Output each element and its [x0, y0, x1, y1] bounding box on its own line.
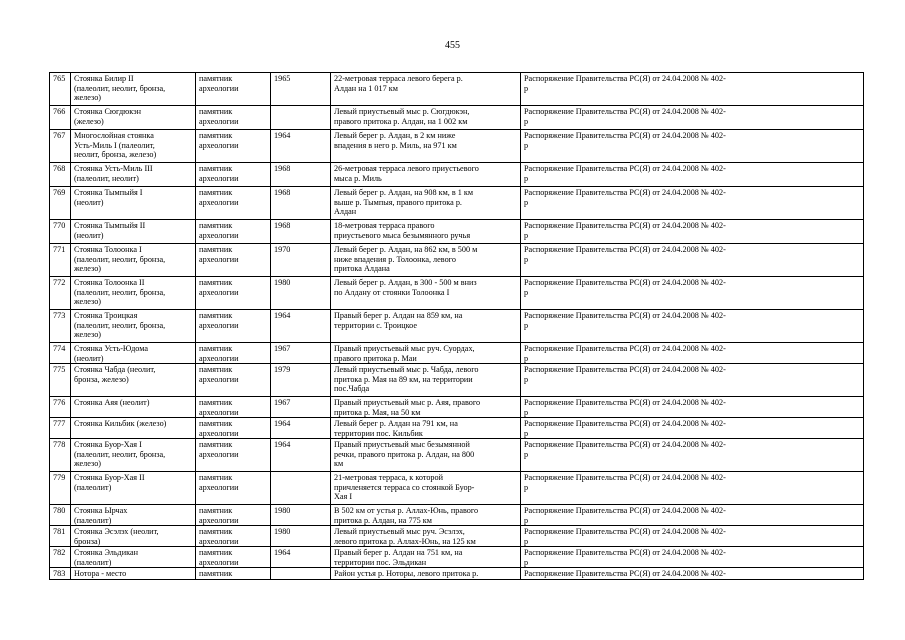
cell-num: 774: [50, 343, 71, 364]
cell-document: Распоряжение Правительства РС(Я) от 24.04.2008 № 402- р: [521, 397, 864, 418]
cell-year: [271, 106, 331, 130]
cell-year: 1980: [271, 526, 331, 547]
cell-document: Распоряжение Правительства РС(Я) от 24.04.2008 № 402- р: [521, 526, 864, 547]
cell-year: 1980: [271, 505, 331, 526]
cell-location: Левый берег р. Алдан, на 862 км, в 500 м ниже впадения р. Толоонка, левого притока Алдана: [331, 244, 521, 277]
cell-name: Стоянка Буор-Хая I (палеолит, неолит, бронза, железо): [71, 439, 196, 472]
cell-document: Распоряжение Правительства РС(Я) от 24.04.2008 № 402- р: [521, 163, 864, 187]
cell-num: 779: [50, 472, 71, 505]
cell-type: памятник археологии: [196, 439, 271, 472]
cell-year: 1967: [271, 397, 331, 418]
cell-location: Правый приустьевый мыс безымянной речки, правого притока р. Алдан, на 800 км: [331, 439, 521, 472]
cell-name: Стоянка Тымпыйя I (неолит): [71, 187, 196, 220]
cell-location: Левый приустьевый мыс руч. Эсэлэх, левого притока р. Аллах-Юнь, на 125 км: [331, 526, 521, 547]
cell-location: Левый берег р. Алдан, в 300 - 500 м вниз по Алдану от стоянки Толоонка I: [331, 277, 521, 310]
cell-type: памятник археологии: [196, 526, 271, 547]
cell-year: 1964: [271, 130, 331, 163]
cell-document: Распоряжение Правительства РС(Я) от 24.04.2008 № 402- р: [521, 343, 864, 364]
table-row: [50, 547, 864, 568]
table-row: [50, 439, 864, 472]
cell-num: 775: [50, 364, 71, 397]
cell-location: Левый берег р. Алдан, на 908 км, в 1 км выше р. Тымпыя, правого притока р. Алдан: [331, 187, 521, 220]
cell-location: Район устья р. Нотоpы, левого притока р.: [331, 568, 521, 580]
cell-type: памятник археологии: [196, 397, 271, 418]
table-row: [50, 73, 864, 106]
cell-type: памятник археологии: [196, 418, 271, 439]
table-row: [50, 526, 864, 547]
cell-num: 771: [50, 244, 71, 277]
cell-year: 1968: [271, 163, 331, 187]
cell-name: Стоянка Эсэлэх (неолит, бронза): [71, 526, 196, 547]
cell-type: памятник археологии: [196, 505, 271, 526]
cell-document: Распоряжение Правительства РС(Я) от 24.04.2008 № 402- р: [521, 439, 864, 472]
cell-num: 766: [50, 106, 71, 130]
table-row: [50, 310, 864, 343]
cell-document: Распоряжение Правительства РС(Я) от 24.04.2008 № 402- р: [521, 244, 864, 277]
cell-type: памятник археологии: [196, 163, 271, 187]
cell-name: Стоянка Аяя (неолит): [71, 397, 196, 418]
cell-year: 1964: [271, 310, 331, 343]
cell-num: 765: [50, 73, 71, 106]
cell-document: Распоряжение Правительства РС(Я) от 24.04.2008 № 402- р: [521, 277, 864, 310]
cell-location: 21-метровая терраса, к которой причленяется терраса со стоянкой Буор- Хая I: [331, 472, 521, 505]
table-row: [50, 364, 864, 397]
cell-location: 22-метровая терраса левого берега р. Алдан на 1 017 км: [331, 73, 521, 106]
cell-location: Левый приустьевый мыс р. Сюгдюкэн, правого притока р. Алдан, на 1 002 км: [331, 106, 521, 130]
cell-num: 782: [50, 547, 71, 568]
table-row: [50, 277, 864, 310]
cell-num: 767: [50, 130, 71, 163]
cell-document: Распоряжение Правительства РС(Я) от 24.04.2008 № 402- р: [521, 187, 864, 220]
cell-year: 1965: [271, 73, 331, 106]
cell-num: 768: [50, 163, 71, 187]
monuments-table: [49, 72, 864, 580]
cell-type: памятник археологии: [196, 310, 271, 343]
cell-type: памятник археологии: [196, 73, 271, 106]
cell-year: 1968: [271, 220, 331, 244]
cell-num: 778: [50, 439, 71, 472]
cell-location: В 502 км от устья р. Аллах-Юнь, правого притока р. Алдан, на 775 км: [331, 505, 521, 526]
cell-location: Левый приустьевый мыс р. Чабда, левого притока р. Мая на 89 км, на территории пос.Чабда: [331, 364, 521, 397]
cell-name: Нотора - место: [71, 568, 196, 580]
cell-name: Стоянка Усть-Юдома (неолит): [71, 343, 196, 364]
cell-year: 1979: [271, 364, 331, 397]
cell-document: Распоряжение Правительства РС(Я) от 24.04.2008 № 402- р: [521, 364, 864, 397]
cell-type: памятник археологии: [196, 547, 271, 568]
cell-year: [271, 472, 331, 505]
cell-type: памятник археологии: [196, 187, 271, 220]
cell-num: 773: [50, 310, 71, 343]
cell-name: Стоянка Билир II (палеолит, неолит, бронза, железо): [71, 73, 196, 106]
cell-document: Распоряжение Правительства РС(Я) от 24.04.2008 № 402- р: [521, 220, 864, 244]
table-row: [50, 343, 864, 364]
cell-year: 1980: [271, 277, 331, 310]
cell-num: 772: [50, 277, 71, 310]
cell-document: Распоряжение Правительства РС(Я) от 24.04.2008 № 402- р: [521, 472, 864, 505]
cell-name: Стоянка Кильбик (железо): [71, 418, 196, 439]
cell-document: Распоряжение Правительства РС(Я) от 24.04.2008 № 402-: [521, 568, 864, 580]
cell-year: 1964: [271, 439, 331, 472]
cell-num: 781: [50, 526, 71, 547]
cell-name: Стоянка Усть-Миль III (палеолит, неолит): [71, 163, 196, 187]
cell-name: Стоянка Троицкая (палеолит, неолит, бронза, железо): [71, 310, 196, 343]
table-row: [50, 397, 864, 418]
cell-num: 770: [50, 220, 71, 244]
cell-type: памятник археологии: [196, 106, 271, 130]
cell-type: памятник: [196, 568, 271, 580]
cell-location: Правый приустьевый мыс р. Аяя, правого притока р. Мая, на 50 км: [331, 397, 521, 418]
cell-type: памятник археологии: [196, 343, 271, 364]
table-row: [50, 130, 864, 163]
cell-num: 780: [50, 505, 71, 526]
cell-name: Стоянка Ырчах (палеолит): [71, 505, 196, 526]
cell-year: 1970: [271, 244, 331, 277]
table-row: [50, 106, 864, 130]
cell-name: Стоянка Толоонка II (палеолит, неолит, бронза, железо): [71, 277, 196, 310]
cell-name: Стоянка Тымпыйя II (неолит): [71, 220, 196, 244]
cell-location: Правый приустьевый мыс руч. Суордах, правого притока р. Маи: [331, 343, 521, 364]
cell-type: памятник археологии: [196, 472, 271, 505]
cell-type: памятник археологии: [196, 220, 271, 244]
cell-document: Распоряжение Правительства РС(Я) от 24.04.2008 № 402- р: [521, 418, 864, 439]
cell-type: памятник археологии: [196, 130, 271, 163]
cell-location: Левый берег р. Алдан на 791 км, на территории пос. Кильбик: [331, 418, 521, 439]
table-body: [50, 73, 864, 580]
cell-year: [271, 568, 331, 580]
cell-num: 776: [50, 397, 71, 418]
cell-num: 777: [50, 418, 71, 439]
cell-type: памятник археологии: [196, 364, 271, 397]
table-row: [50, 244, 864, 277]
cell-num: 783: [50, 568, 71, 580]
cell-name: Стоянка Сюгдюкэн (железо): [71, 106, 196, 130]
cell-document: Распоряжение Правительства РС(Я) от 24.04.2008 № 402- р: [521, 547, 864, 568]
table-row: [50, 418, 864, 439]
cell-type: памятник археологии: [196, 244, 271, 277]
cell-location: 18-метровая терраса правого приустьевого мыса безымянного ручья: [331, 220, 521, 244]
cell-document: Распоряжение Правительства РС(Я) от 24.04.2008 № 402- р: [521, 130, 864, 163]
cell-location: 26-метровая терраса левого приустьевого мыса р. Миль: [331, 163, 521, 187]
table-row: [50, 163, 864, 187]
table-row: [50, 472, 864, 505]
cell-location: Правый берег р. Алдан на 751 км, на территории пос. Эльдикан: [331, 547, 521, 568]
cell-name: Многослойная стоянка Усть-Миль I (палеолит, неолит, бронза, железо): [71, 130, 196, 163]
cell-num: 769: [50, 187, 71, 220]
table-row: [50, 220, 864, 244]
cell-name: Стоянка Буор-Хая II (палеолит): [71, 472, 196, 505]
cell-type: памятник археологии: [196, 277, 271, 310]
cell-document: Распоряжение Правительства РС(Я) от 24.04.2008 № 402- р: [521, 310, 864, 343]
table-row: [50, 505, 864, 526]
cell-year: 1964: [271, 418, 331, 439]
page-number: 455: [445, 40, 460, 51]
cell-document: Распоряжение Правительства РС(Я) от 24.04.2008 № 402- р: [521, 73, 864, 106]
cell-name: Стоянка Чабда (неолит, бронза, железо): [71, 364, 196, 397]
cell-name: Стоянка Эльдикан (палеолит): [71, 547, 196, 568]
cell-year: 1964: [271, 547, 331, 568]
cell-year: 1967: [271, 343, 331, 364]
cell-name: Стоянка Толоонка I (палеолит, неолит, бронза, железо): [71, 244, 196, 277]
cell-year: 1968: [271, 187, 331, 220]
table-row: [50, 568, 864, 580]
cell-location: Правый берег р. Алдан на 859 км, на территории с. Троицкое: [331, 310, 521, 343]
cell-location: Левый берег р. Алдан, в 2 км ниже впадения в него р. Миль, на 971 км: [331, 130, 521, 163]
cell-document: Распоряжение Правительства РС(Я) от 24.04.2008 № 402- р: [521, 106, 864, 130]
cell-document: Распоряжение Правительства РС(Я) от 24.04.2008 № 402- р: [521, 505, 864, 526]
table-row: [50, 187, 864, 220]
